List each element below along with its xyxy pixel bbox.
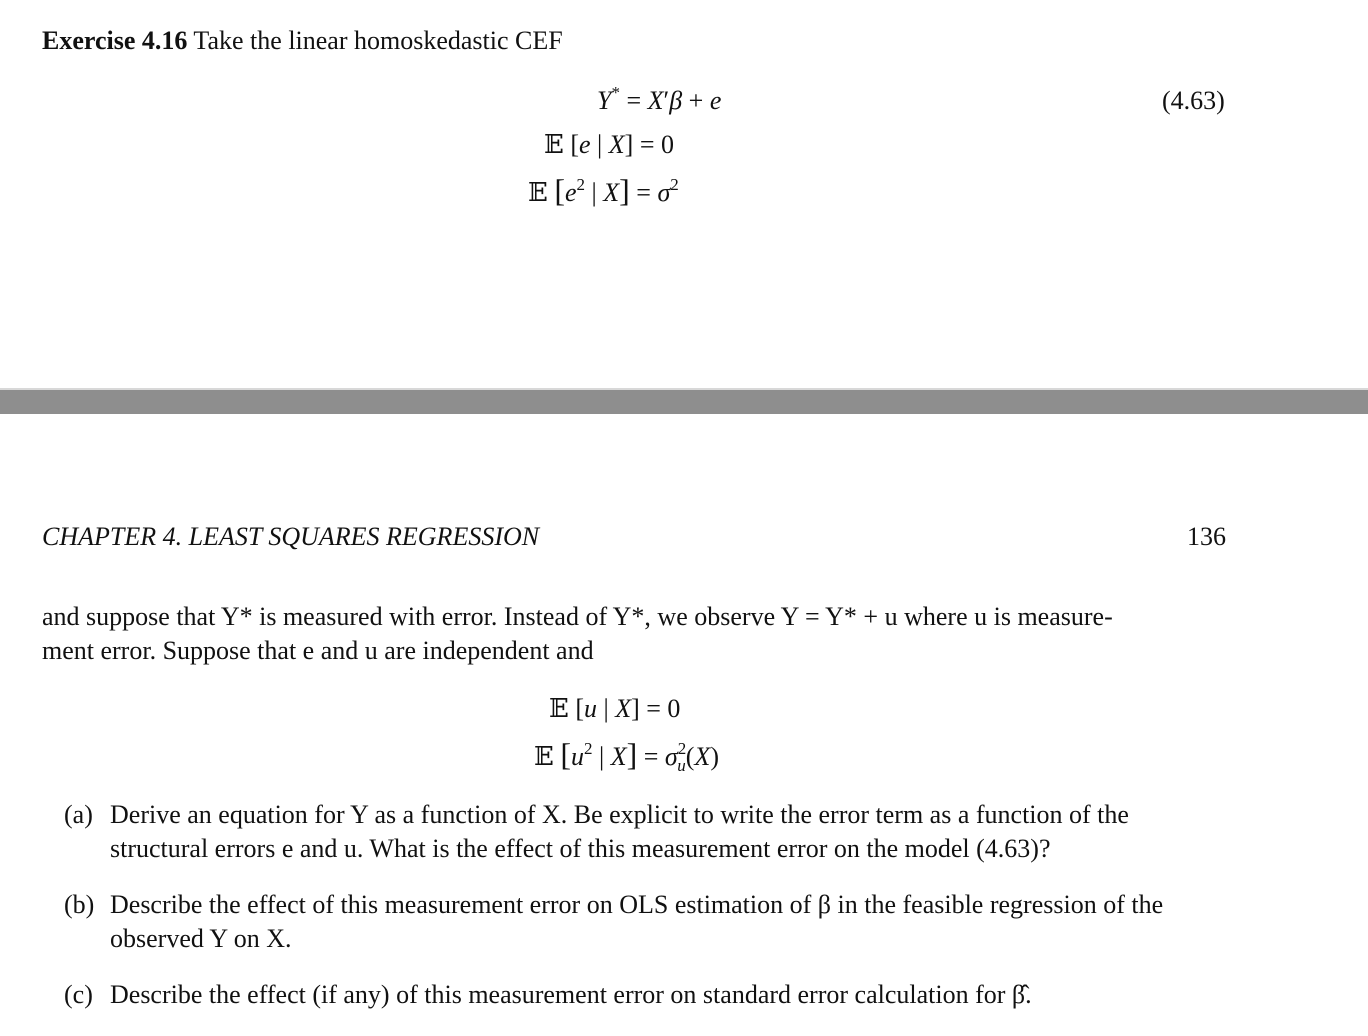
paragraph-measurement-error — [42, 600, 1232, 668]
chapter-header: CHAPTER 4. LEAST SQUARES REGRESSION — [42, 522, 540, 551]
question-c-text: Describe the effect (if any) of this measurement error on standard error calculation for β̂. — [110, 980, 1032, 1009]
exercise-title — [42, 26, 563, 56]
question-a-label: (a) — [64, 800, 93, 829]
paragraph-line-1: and suppose that Y* is measured with error. Instead of Y*, we observe Y = Y* + u where u is measure- — [42, 602, 1113, 631]
question-c — [64, 978, 1234, 1014]
question-b — [64, 888, 1234, 958]
equation-number: (4.63) — [1162, 86, 1225, 115]
paragraph-line-2: ment error. Suppose that e and u are independent and — [42, 636, 594, 665]
equation-u-variance: 𝔼 [$u^2$ | $X] = \sigma^2_u(X)$ — [534, 736, 719, 775]
exercise-intro: Take the linear homoskedastic CEF — [193, 26, 563, 55]
question-a — [64, 798, 1234, 868]
question-b-text: Describe the effect of this measurement error on OLS estimation of β in the feasible regression of the observed Y on X. — [110, 890, 1164, 953]
question-c-label: (c) — [64, 980, 93, 1009]
equation-mean-zero: 𝔼 [e | X] = 0 — [544, 130, 674, 160]
page-number: 136 — [1187, 522, 1226, 551]
page-divider — [0, 388, 1368, 414]
equation-u-mean: 𝔼 [u | X] = 0 — [549, 694, 681, 724]
exercise-label: Exercise 4.16 — [42, 26, 188, 55]
question-b-label: (b) — [64, 890, 95, 919]
page-top — [0, 0, 1368, 388]
equation-variance: 𝔼 [$e^2$ | $X] = \sigma^2$ — [528, 172, 679, 208]
question-a-text: Derive an equation for Y as a function of X. Be explicit to write the error term as a function of the structural errors e and u. What is the effect of this measurement error on the model (4.63)? — [110, 800, 1129, 863]
page-bottom — [0, 414, 1368, 1036]
equation-model: Y* = X′β + e — [597, 83, 722, 115]
